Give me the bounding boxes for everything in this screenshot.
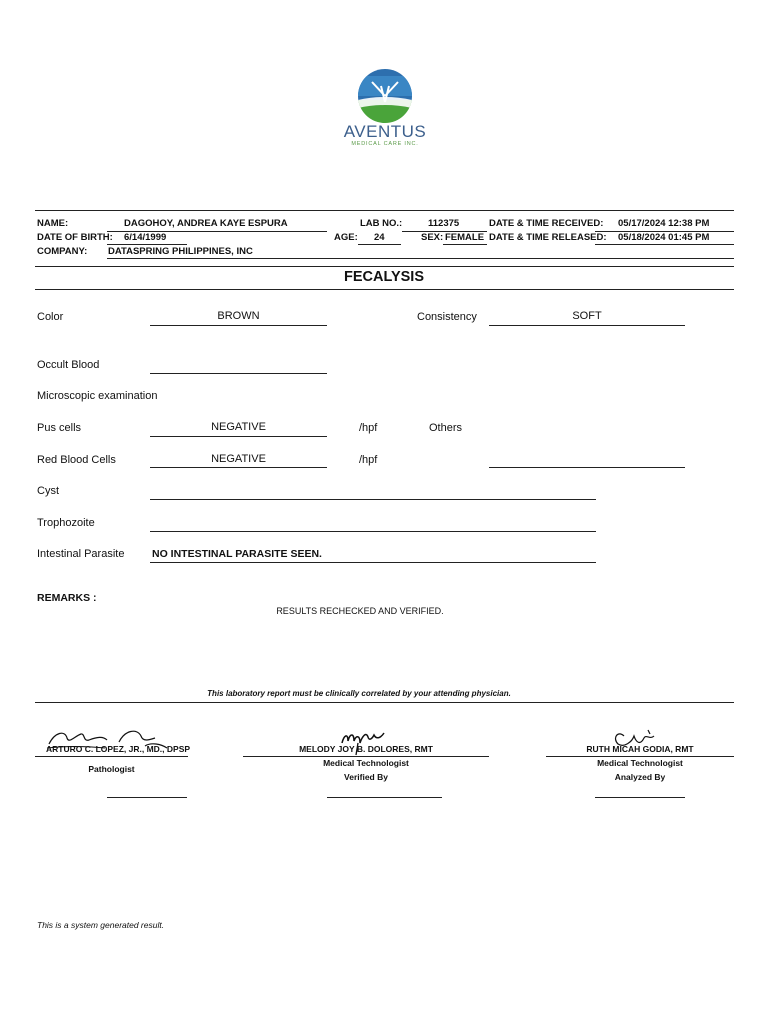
verifier-name: MELODY JOY B. DOLORES, RMT — [299, 744, 433, 754]
company-logo — [340, 66, 430, 152]
consistency-underline — [489, 325, 685, 326]
age-label: AGE: — [334, 232, 358, 243]
analyst-role2: Analyzed By — [614, 772, 666, 782]
age-underline — [358, 244, 401, 245]
logo-name: AVENTUS — [343, 122, 427, 141]
analyst-sign-line — [546, 756, 734, 757]
color-underline — [150, 325, 327, 326]
microscopic-label: Microscopic examination — [37, 390, 158, 402]
received-label: DATE & TIME RECEIVED: — [489, 218, 604, 229]
pus-cells-unit: /hpf — [359, 422, 378, 434]
age: 24 — [374, 232, 385, 243]
company-underline — [107, 258, 734, 259]
report-title: FECALYSIS — [343, 269, 425, 285]
trophozoite-label: Trophozoite — [37, 517, 95, 529]
pathologist-date-line — [107, 797, 187, 798]
cyst-label: Cyst — [37, 485, 59, 497]
dob-label: DATE OF BIRTH: — [37, 232, 113, 243]
pus-cells-underline — [150, 436, 327, 437]
logo-subtitle: MEDICAL CARE INC. — [351, 141, 419, 147]
patient-name: DAGOHOY, ANDREA KAYE ESPURA — [124, 218, 288, 229]
dob-underline — [107, 244, 187, 245]
released-underline — [595, 244, 734, 245]
remarks-label: REMARKS : — [37, 592, 97, 604]
name-label: NAME: — [37, 218, 69, 229]
sex: FEMALE — [445, 232, 485, 243]
verifier-sign-line — [243, 756, 489, 757]
sex-label: SEX: — [421, 232, 444, 243]
date-received: 05/17/2024 12:38 PM — [618, 218, 710, 229]
others-label: Others — [429, 422, 463, 434]
footer-note: This is a system generated result. — [37, 920, 165, 930]
occult-blood-underline — [150, 373, 327, 374]
intestinal-parasite-underline — [150, 562, 596, 563]
intestinal-parasite-label: Intestinal Parasite — [37, 548, 125, 560]
cyst-underline — [150, 499, 596, 500]
rbc-unit: /hpf — [359, 454, 378, 466]
color-value: BROWN — [217, 310, 260, 322]
title-bottom-rule — [35, 289, 734, 290]
date-released: 05/18/2024 01:45 PM — [618, 232, 710, 243]
consistency-label: Consistency — [417, 311, 477, 323]
remarks-text: RESULTS RECHECKED AND VERIFIED. — [276, 606, 444, 616]
title-top-rule — [35, 266, 734, 267]
company: DATASPRING PHILIPPINES, INC — [108, 246, 253, 257]
disclaimer: This laboratory report must be clinically correlated by your attending physician. — [207, 689, 511, 698]
occult-blood-label: Occult Blood — [37, 359, 100, 371]
color-label: Color — [37, 311, 64, 323]
verifier-role: Medical Technologist — [323, 758, 409, 768]
date-of-birth: 6/14/1999 — [124, 232, 167, 243]
analyst-name: RUTH MICAH GODIA, RMT — [586, 744, 694, 754]
pathologist-name: ARTURO C. LOPEZ, JR., MD., DPSP — [46, 744, 191, 754]
logo-emblem-icon — [340, 66, 430, 126]
consistency-value: SOFT — [572, 310, 602, 322]
lab-no-label: LAB NO.: — [360, 218, 403, 229]
analyst-role: Medical Technologist — [597, 758, 683, 768]
rbc-value: NEGATIVE — [211, 453, 266, 465]
intestinal-parasite-value: NO INTESTINAL PARASITE SEEN. — [152, 548, 322, 560]
released-label: DATE & TIME RELEASED: — [489, 232, 607, 243]
verifier-role2: Verified By — [344, 772, 388, 782]
others-underline — [489, 467, 685, 468]
analyst-date-line — [595, 797, 685, 798]
sex-underline — [443, 244, 487, 245]
pus-cells-value: NEGATIVE — [211, 421, 266, 433]
header-top-rule — [35, 210, 734, 211]
rbc-underline — [150, 467, 327, 468]
trophozoite-underline — [150, 531, 596, 532]
lab-no: 112375 — [428, 218, 460, 229]
pathologist-sign-line — [35, 756, 188, 757]
disclaimer-rule — [35, 702, 734, 703]
verifier-date-line — [327, 797, 442, 798]
pus-cells-label: Pus cells — [37, 422, 82, 434]
pathologist-role: Pathologist — [88, 764, 135, 774]
rbc-label: Red Blood Cells — [37, 454, 116, 466]
company-label: COMPANY: — [37, 246, 88, 257]
